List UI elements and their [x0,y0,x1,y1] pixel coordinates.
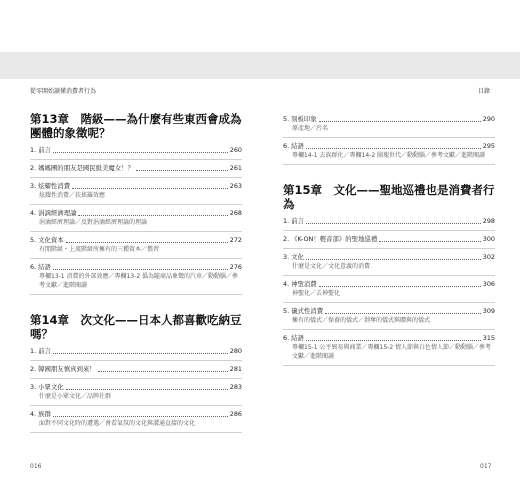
toc-entry-row [30,410,242,419]
toc-entry-row [30,164,242,173]
dot-leader [136,170,228,171]
entry-subtopics: 專欄14-1 去族群化／專欄14-2 團塊世代／動動腦／參考文獻／進階閱讀 [283,151,495,165]
entry-page-number: 263 [229,182,242,190]
toc-entry-row [283,307,495,316]
toc-entry [283,334,495,366]
entry-title: 5. 刻板印象 [283,115,317,123]
entry-page-number: 261 [229,164,242,172]
toc-entry [30,365,242,379]
chapter-title: 第15章 文化——聖地巡禮也是消費者行為 [283,183,495,211]
dot-leader [78,215,227,216]
dot-leader [53,269,228,270]
entry-page-number: 302 [482,253,495,261]
entry-subtopics: 面對不同文化時的遭遇／會看氣氛的文化與溝通直接的文化 [30,419,242,433]
entry-page-number: 280 [229,347,242,355]
dot-leader [306,148,481,149]
dot-leader [325,313,481,314]
dot-leader [306,259,481,260]
toc-entry-row [283,235,495,244]
entry-subtopics: 原產地／污名 [283,124,495,138]
entry-title: 2. 《K-ON！輕音部》的聖地巡禮 [283,235,378,243]
entry-page-number: 276 [229,263,242,271]
running-head-book-title: 從零開始讀懂消費者行為 [30,88,97,95]
toc-entry [283,217,495,231]
toc-entry-row [30,209,242,218]
entry-title: 4. 神聖消費 [283,280,317,288]
dot-leader [306,223,481,224]
toc-entry-row [30,383,242,392]
toc-entry-row [30,263,242,272]
dot-leader [379,241,481,242]
toc-entry-row [30,182,242,191]
dot-leader [319,286,481,287]
dot-leader [53,416,228,417]
toc-entry-row [283,217,495,226]
toc-entry-row [30,347,242,356]
entry-title: 6. 結語 [283,334,304,342]
entry-title: 1. 前言 [30,347,51,355]
toc-entry [283,280,495,303]
dot-leader [66,242,228,243]
toc-entry [283,253,495,276]
toc-entry [30,347,242,361]
entry-page-number: 260 [229,146,242,154]
entry-title: 1. 前言 [30,146,51,154]
entry-subtopics [283,226,495,231]
entry-page-number: 295 [482,142,495,150]
entry-title: 6. 結語 [283,142,304,150]
right-page-contents [283,112,495,370]
entry-subtopics [30,155,242,160]
toc-entry-row [283,253,495,262]
running-head-contents: 目錄 [477,88,490,95]
toc-entry [30,410,242,433]
entry-subtopics: 擁有的儀式／保養的儀式／剝奪的儀式與贈與的儀式 [283,316,495,330]
entry-subtopics [30,374,242,379]
toc-entry-row [283,115,495,124]
toc-entry-row [283,142,495,151]
dot-leader [72,188,228,189]
chapter-title: 第13章 階級——為什麼有些東西會成為團體的象徵呢？ [30,112,242,140]
entry-title: 2. 媽媽團的朋友是國民級美魔女！？ [30,164,134,172]
entry-page-number: 309 [482,307,495,315]
entry-title: 3. 文化 [283,253,304,261]
entry-title: 5. 文化資本 [30,236,64,244]
top-gray-band [0,52,520,79]
chapter-title: 第14章 次文化——日本人都喜歡吃納豆嗎？ [30,313,242,341]
entry-page-number: 281 [229,365,242,373]
toc-entry [30,164,242,178]
entry-page-number: 300 [482,235,495,243]
dot-leader [66,389,228,390]
entry-page-number: 298 [482,217,495,225]
right-page-number: 017 [480,463,492,470]
entry-title: 2. 韓國朋友慎真到來！ [30,365,96,373]
entry-title: 3. 炫耀性消費 [30,182,71,190]
dot-leader [319,121,481,122]
entry-subtopics: 有閒階級・上流階級所擁有的三種資本／慣習 [30,245,242,259]
toc-entry [30,263,242,295]
toc-entry [283,115,495,138]
entry-title: 5. 儀式性消費 [283,307,324,315]
entry-subtopics: 涓滴經濟理論／反對涓滴經濟理論的理論 [30,218,242,232]
toc-entry [30,383,242,406]
entry-page-number: 306 [482,280,495,288]
dot-leader [98,371,228,372]
toc-entry-row [30,365,242,374]
entry-page-number: 268 [229,209,242,217]
entry-title: 4. 涓滴經濟理論 [30,209,77,217]
toc-entry-row [283,280,495,289]
toc-entry [30,209,242,232]
entry-title: 3. 小眾文化 [30,383,64,391]
toc-entry [283,307,495,330]
toc-entry [283,142,495,165]
entry-subtopics: 專欄13-1 消費的外部效應／專欄13-2 僞為隨商品象徵的汽車／動動腦／參考文獻／進階閱讀 [30,272,242,295]
entry-subtopics [283,244,495,249]
toc-entry [30,146,242,160]
left-page-number: 016 [30,463,42,470]
toc-entry-row [283,334,495,343]
entry-subtopics: 什麼是文化／文化意義的消費 [283,262,495,276]
toc-entry [30,182,242,205]
entry-title: 4. 族群 [30,410,51,418]
toc-entry-row [30,236,242,245]
entry-subtopics: 神聖化／去神聖化 [283,289,495,303]
toc-entry [30,236,242,259]
entry-page-number: 283 [229,383,242,391]
entry-page-number: 272 [229,236,242,244]
entry-subtopics: 炫耀性消費／扶搖羅效應 [30,191,242,205]
dot-leader [306,340,481,341]
entry-page-number: 290 [482,115,495,123]
entry-title: 6. 結語 [30,263,51,271]
toc-entry-row [30,146,242,155]
entry-title: 1. 前言 [283,217,304,225]
dot-leader [53,353,228,354]
left-page-contents [30,112,242,437]
entry-page-number: 286 [229,410,242,418]
dot-leader [53,152,228,153]
entry-subtopics: 什麼是小眾文化／品牌社群 [30,392,242,406]
toc-entry [283,235,495,249]
entry-page-number: 315 [482,334,495,342]
entry-subtopics: 專欄15-1 公平貿易與商業／專欄15-2 情人節與白色情人節／動動腦／參考文獻／進階閱讀 [283,343,495,366]
entry-subtopics [30,173,242,178]
entry-subtopics [30,356,242,361]
